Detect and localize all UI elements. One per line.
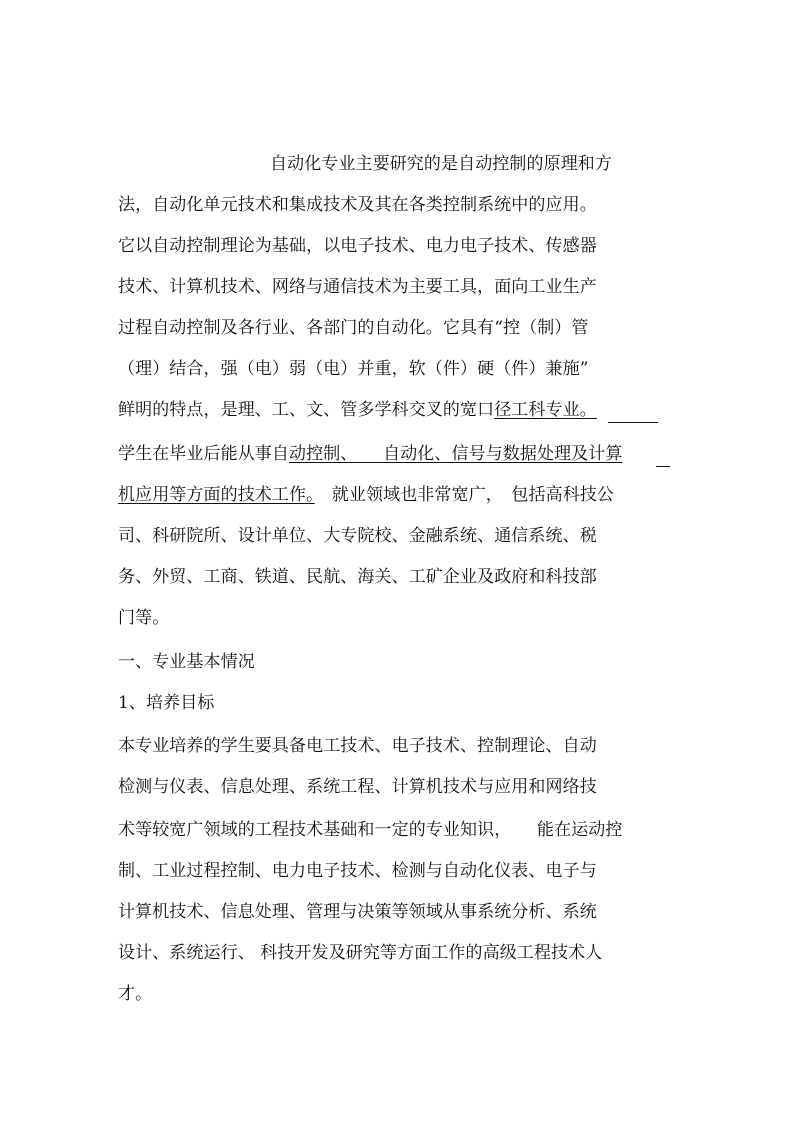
paragraph-line-9 bbox=[118, 479, 614, 511]
paragraph-line-12: 门等。 bbox=[118, 608, 170, 628]
paragraph2-line-2: 检测与仪表、信息处理、系统工程、计算机技术与应用和网络技 bbox=[118, 777, 597, 797]
paragraph2-line-3: 术等较宽广领域的工程技术基础和一定的专业知识， 能在运动控 bbox=[118, 820, 623, 840]
paragraph-line-11: 务、外贸、工商、铁道、民航、海关、工矿企业及政府和科技部 bbox=[118, 567, 597, 587]
underlined-text: 动控制、 自动化、信号与数据处理及计算 bbox=[289, 444, 623, 464]
section-heading: 一、专业基本情况 bbox=[118, 652, 255, 672]
underline-rule bbox=[656, 466, 670, 467]
paragraph-line-4: 技术、计算机技术、网络与通信技术为主要工具，面向工业生产 bbox=[118, 277, 597, 297]
paragraph-line-6: （理）结合，强（电）弱（电）并重，软（件）硬（件）兼施” bbox=[118, 359, 589, 379]
paragraph-line-3: 它以自动控制理论为基础，以电子技术、电力电子技术、传感器 bbox=[118, 236, 597, 256]
paragraph2-line-1: 本专业培养的学生要具备电工技术、电子技术、控制理论、自动 bbox=[118, 736, 597, 756]
paragraph-line-8 bbox=[118, 438, 623, 470]
paragraph-line-2: 法，自动化单元技术和集成技术及其在各类控制系统中的应用。 bbox=[118, 195, 597, 215]
paragraph-line-5: 过程自动控制及各行业、各部门的自动化。它具有“控（制）管 bbox=[118, 318, 589, 338]
paragraph-line-9-rest: 就业领域也非常宽广， 包括高科技公 bbox=[314, 485, 615, 505]
subsection-heading: 1、培养目标 bbox=[118, 693, 215, 713]
paragraph-line-8-text: 学生在毕业后能从事自 bbox=[118, 444, 289, 464]
paragraph2-line-5: 计算机技术、信息处理、管理与决策等领域从事系统分析、系统 bbox=[118, 902, 597, 922]
underline-rule bbox=[608, 422, 658, 423]
paragraph2-line-6: 设计、系统运行、 科技开发及研究等方面工作的高级工程技术人 bbox=[118, 943, 603, 963]
paragraph-line-7 bbox=[118, 394, 597, 426]
paragraph-line-10: 司、科研院所、设计单位、大专院校、金融系统、通信系统、税 bbox=[118, 526, 597, 546]
paragraph-line-7-text: 鲜明的特点，是理、工、文、管多学科交叉的宽口 bbox=[118, 400, 495, 420]
paragraph2-line-4: 制、工业过程控制、电力电子技术、检测与自动化仪表、电子与 bbox=[118, 861, 597, 881]
underlined-text: 机应用等方面的技术工作。 bbox=[118, 485, 315, 505]
underlined-text: 径工科专业。 bbox=[494, 400, 597, 420]
paragraph2-line-7: 才。 bbox=[118, 984, 153, 1004]
paragraph-line-1: 自动化专业主要研究的是自动控制的原理和方 bbox=[270, 154, 612, 174]
